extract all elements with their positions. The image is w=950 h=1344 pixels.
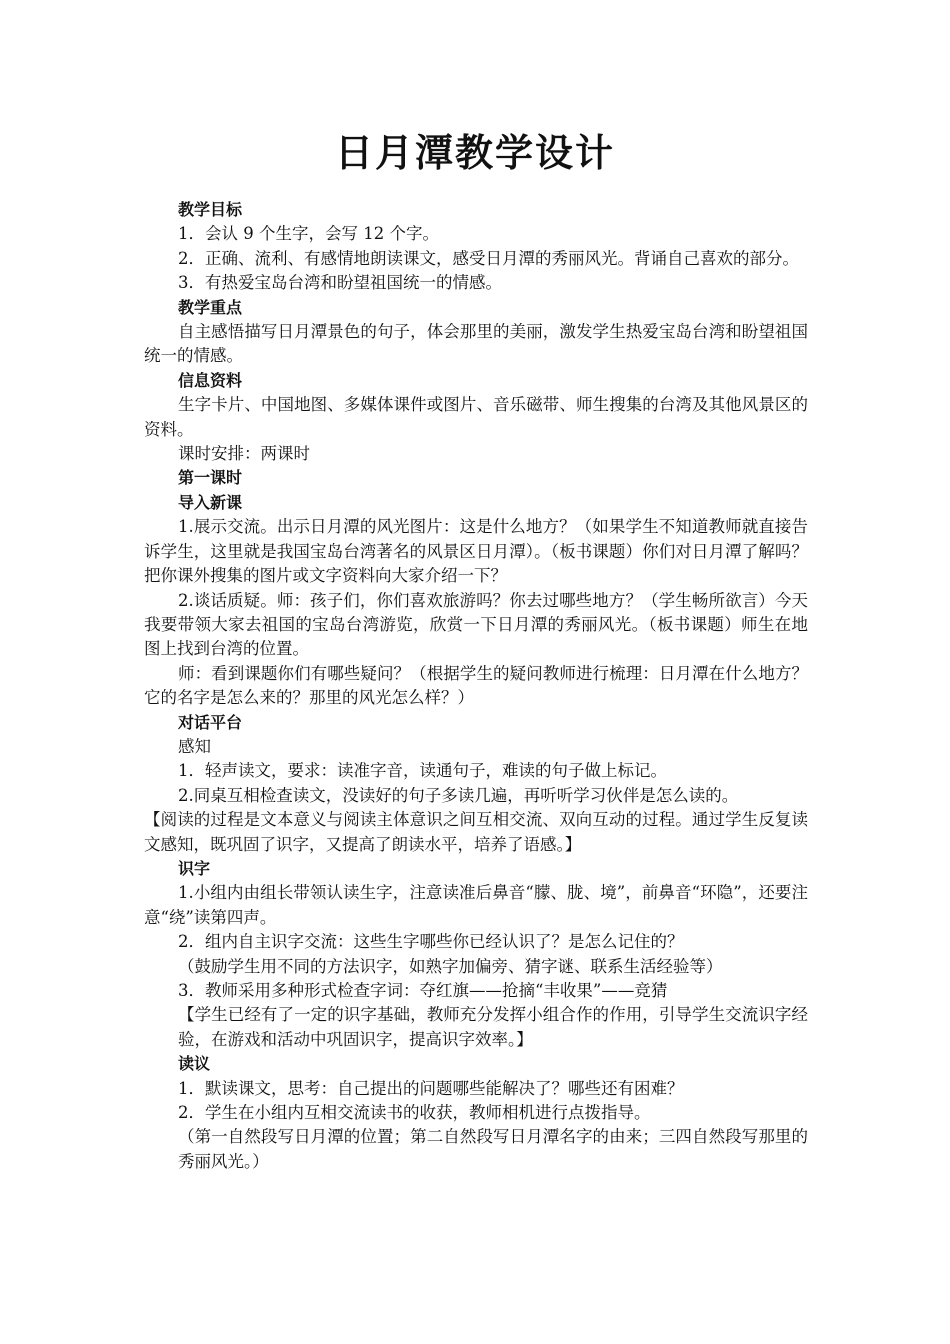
- paragraph: 1.小组内由组长带领认读生字，注意读准后鼻音“朦、胧、境”，前鼻音“环隐”，还要注意“绕”读第四声。: [144, 883, 808, 927]
- section-heading: 对话平台: [178, 712, 243, 732]
- section-heading: 第一课时: [178, 468, 243, 488]
- section-heading: 信息资料: [178, 370, 243, 390]
- section-heading: 识字: [178, 858, 211, 878]
- section-heading: 教学重点: [178, 297, 243, 317]
- paragraph: 2．组内自主识字交流：这些生字哪些你已经认识了？是怎么记住的？: [178, 932, 684, 952]
- document-title: 日月潭教学设计: [334, 131, 615, 175]
- paragraph: 课时安排：两课时: [178, 444, 310, 464]
- paragraph: 2.谈话质疑。师：孩子们，你们喜欢旅游吗？你去过哪些地方？（学生畅所欲言）今天我要带领大家去祖国的宝岛台湾游览，欣赏一下日月潭的秀丽风光。（板书课题）师生在地图上找到台湾的位置。: [144, 590, 808, 659]
- paragraph: 感知: [178, 736, 211, 756]
- paragraph: 1.展示交流。出示日月潭的风光图片：这是什么地方？（如果学生不知道教师就直接告诉学生，这里就是我国宝岛台湾著名的风景区日月潭）。（板书课题）你们对日月潭了解吗？ 把你课外搜集的图片或文字资料向大家介绍一下？: [144, 517, 830, 586]
- paragraph: 1．默读课文，思考：自己提出的问题哪些能解决了？哪些还有困难？: [178, 1078, 684, 1098]
- paragraph: 2.同桌互相检查读文，没读好的句子多读几遍，再听听学习伙伴是怎么读的。: [178, 785, 739, 805]
- paragraph: 3．教师采用多种形式检查字词：夺红旗——抢摘“丰收果”——竞猜: [178, 981, 668, 1000]
- paragraph: 师：看到课题你们有哪些疑问？（根据学生的疑问教师进行梳理：日月潭在什么地方？它的名字是怎么来的？那里的风光怎么样？）: [144, 663, 808, 708]
- paragraph: 3．有热爱宝岛台湾和盼望祖国统一的情感。: [178, 273, 502, 293]
- paragraph: 【学生已经有了一定的识字基础，教师充分发挥小组合作的作用，引导学生交流识字经验，在游戏和活动中巩固识字，提高识字效率。】: [178, 1005, 808, 1049]
- paragraph: 1．轻声读文，要求：读准字音，读通句子，难读的句子做上标记。: [178, 761, 667, 781]
- paragraph: 2．学生在小组内互相交流读书的收获，教师相机进行点拨指导。: [178, 1103, 651, 1123]
- section-heading: 教学目标: [178, 200, 243, 219]
- paragraph: 生字卡片、中国地图、多媒体课件或图片、音乐磁带、师生搜集的台湾及其他风景区的资料。: [144, 395, 808, 439]
- paragraph: （第一自然段写日月潭的位置；第二自然段写日月潭名字的由来；三四自然段写那里的秀丽风光。）: [178, 1127, 808, 1171]
- section-heading: 读议: [178, 1054, 211, 1074]
- paragraph: 【阅读的过程是文本意义与阅读主体意识之间互相交流、双向互动的过程。通过学生反复读文感知，既巩固了识字，又提高了朗读水平，培养了语感。】: [144, 810, 808, 854]
- section-heading: 导入新课: [178, 492, 243, 512]
- paragraph: 1．会认 9 个生字，会写 12 个字。: [178, 224, 439, 244]
- document-body: [144, 198, 830, 1174]
- paragraph: 自主感悟描写日月潭景色的句子，体会那里的美丽，激发学生热爱宝岛台湾和盼望祖国统一的情感。: [144, 322, 808, 366]
- paragraph: 2．正确、流利、有感情地朗读课文，感受日月潭的秀丽风光。背诵自己喜欢的部分。: [178, 248, 799, 268]
- paragraph: （鼓励学生用不同的方法识字，如熟字加偏旁、猜字谜、联系生活经验等）: [178, 956, 723, 976]
